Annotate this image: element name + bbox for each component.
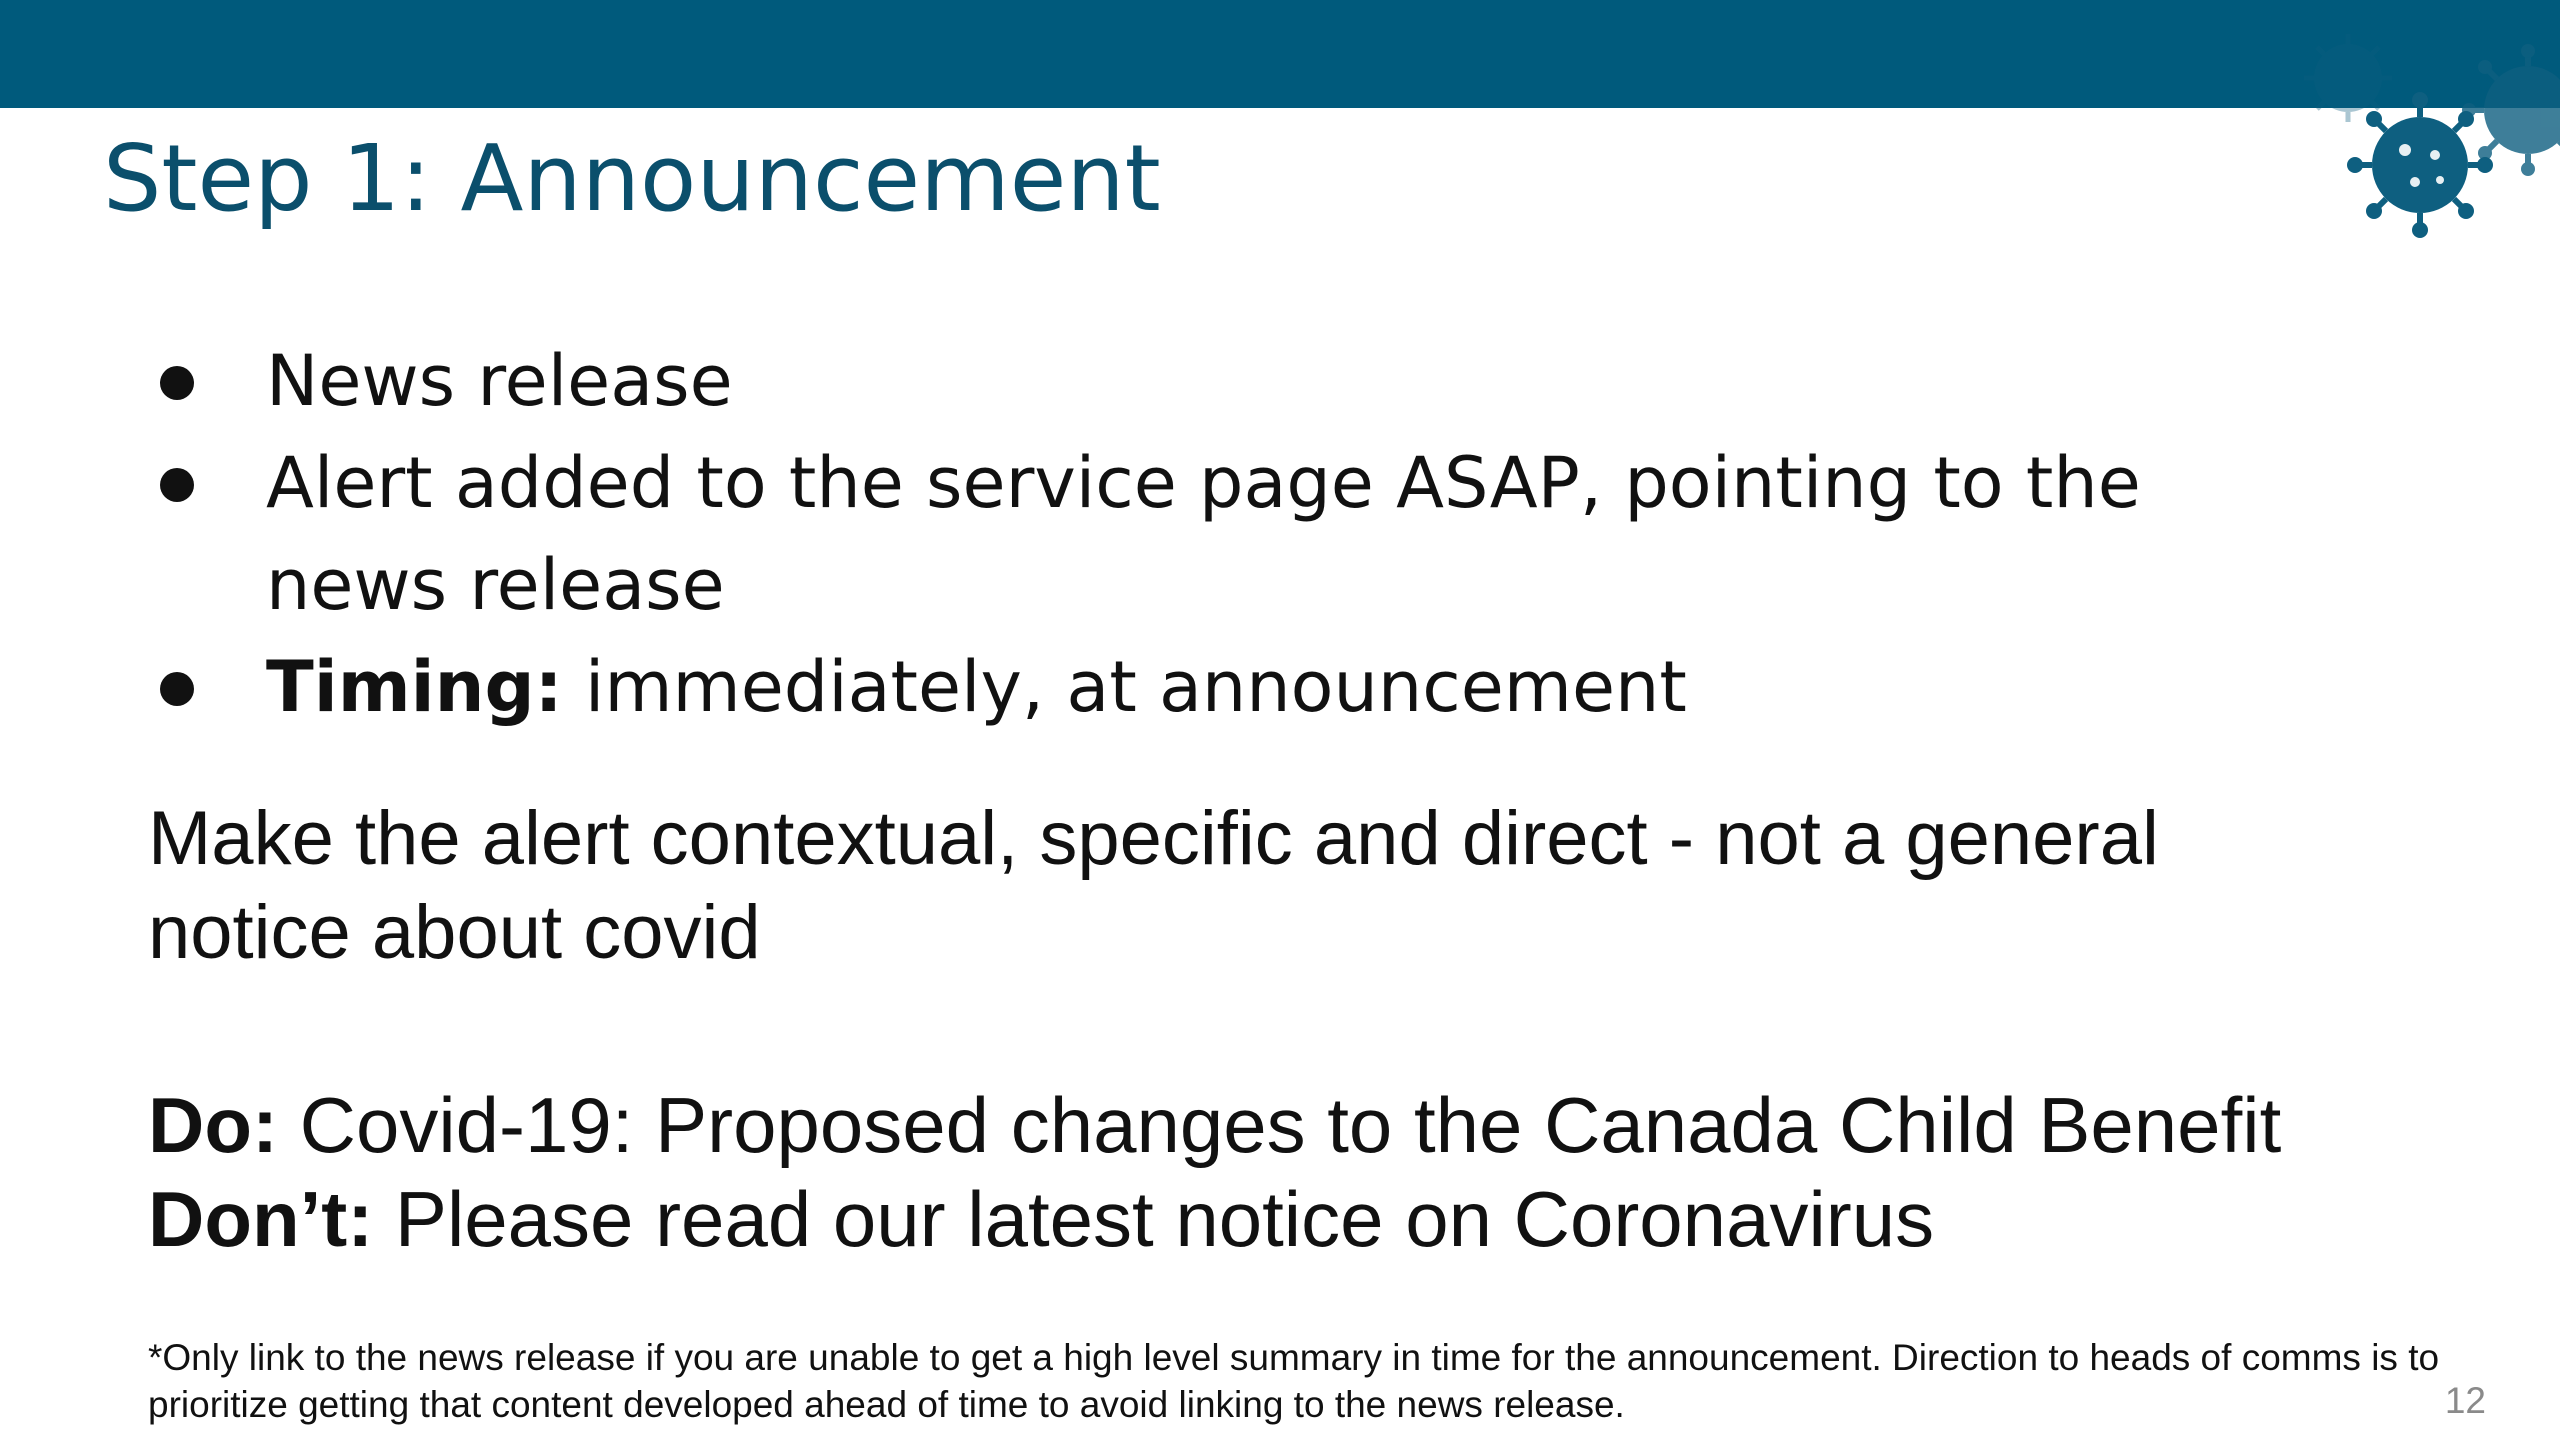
bullet-item: [150, 432, 2250, 636]
footnote: *Only link to the news release if you are unable to get a high level summary in time for the announcement. Direction to heads of comms is to prioritize getting that content developed ahead of time to avoid linking to the news release.: [148, 1337, 2440, 1425]
example-dont: [148, 1172, 2448, 1266]
bullet-dot: [160, 366, 194, 400]
example-text: Please read our latest notice on Coronavirus: [373, 1175, 1935, 1263]
example-do: [148, 1078, 2448, 1172]
header-bar: [0, 0, 2560, 108]
bullet-text: immediately, at announcement: [562, 646, 1687, 728]
bullet-dot: [160, 672, 194, 706]
page-number: 12: [2444, 1380, 2486, 1421]
guidance-paragraph: Make the alert contextual, specific and direct - not a general notice about covid: [148, 796, 2159, 975]
examples-block: [148, 1078, 2448, 1266]
example-lead: Do:: [148, 1081, 278, 1169]
slide-title: Step 1: Announcement: [103, 125, 1161, 232]
bullet-dot: [160, 468, 194, 502]
example-text: Covid-19: Proposed changes to the Canada Child Benefit: [277, 1081, 2282, 1169]
bullet-list: [150, 330, 2250, 738]
example-lead: Don’t:: [148, 1175, 374, 1263]
bullet-item: [150, 330, 2250, 432]
bullet-text: News release: [266, 340, 733, 422]
bullet-text: Alert added to the service page ASAP, pointing to the news release: [266, 442, 2141, 626]
bullet-bold-lead: Timing:: [266, 646, 563, 728]
coronavirus-icon: [2270, 30, 2560, 250]
bullet-item: [150, 636, 2250, 738]
